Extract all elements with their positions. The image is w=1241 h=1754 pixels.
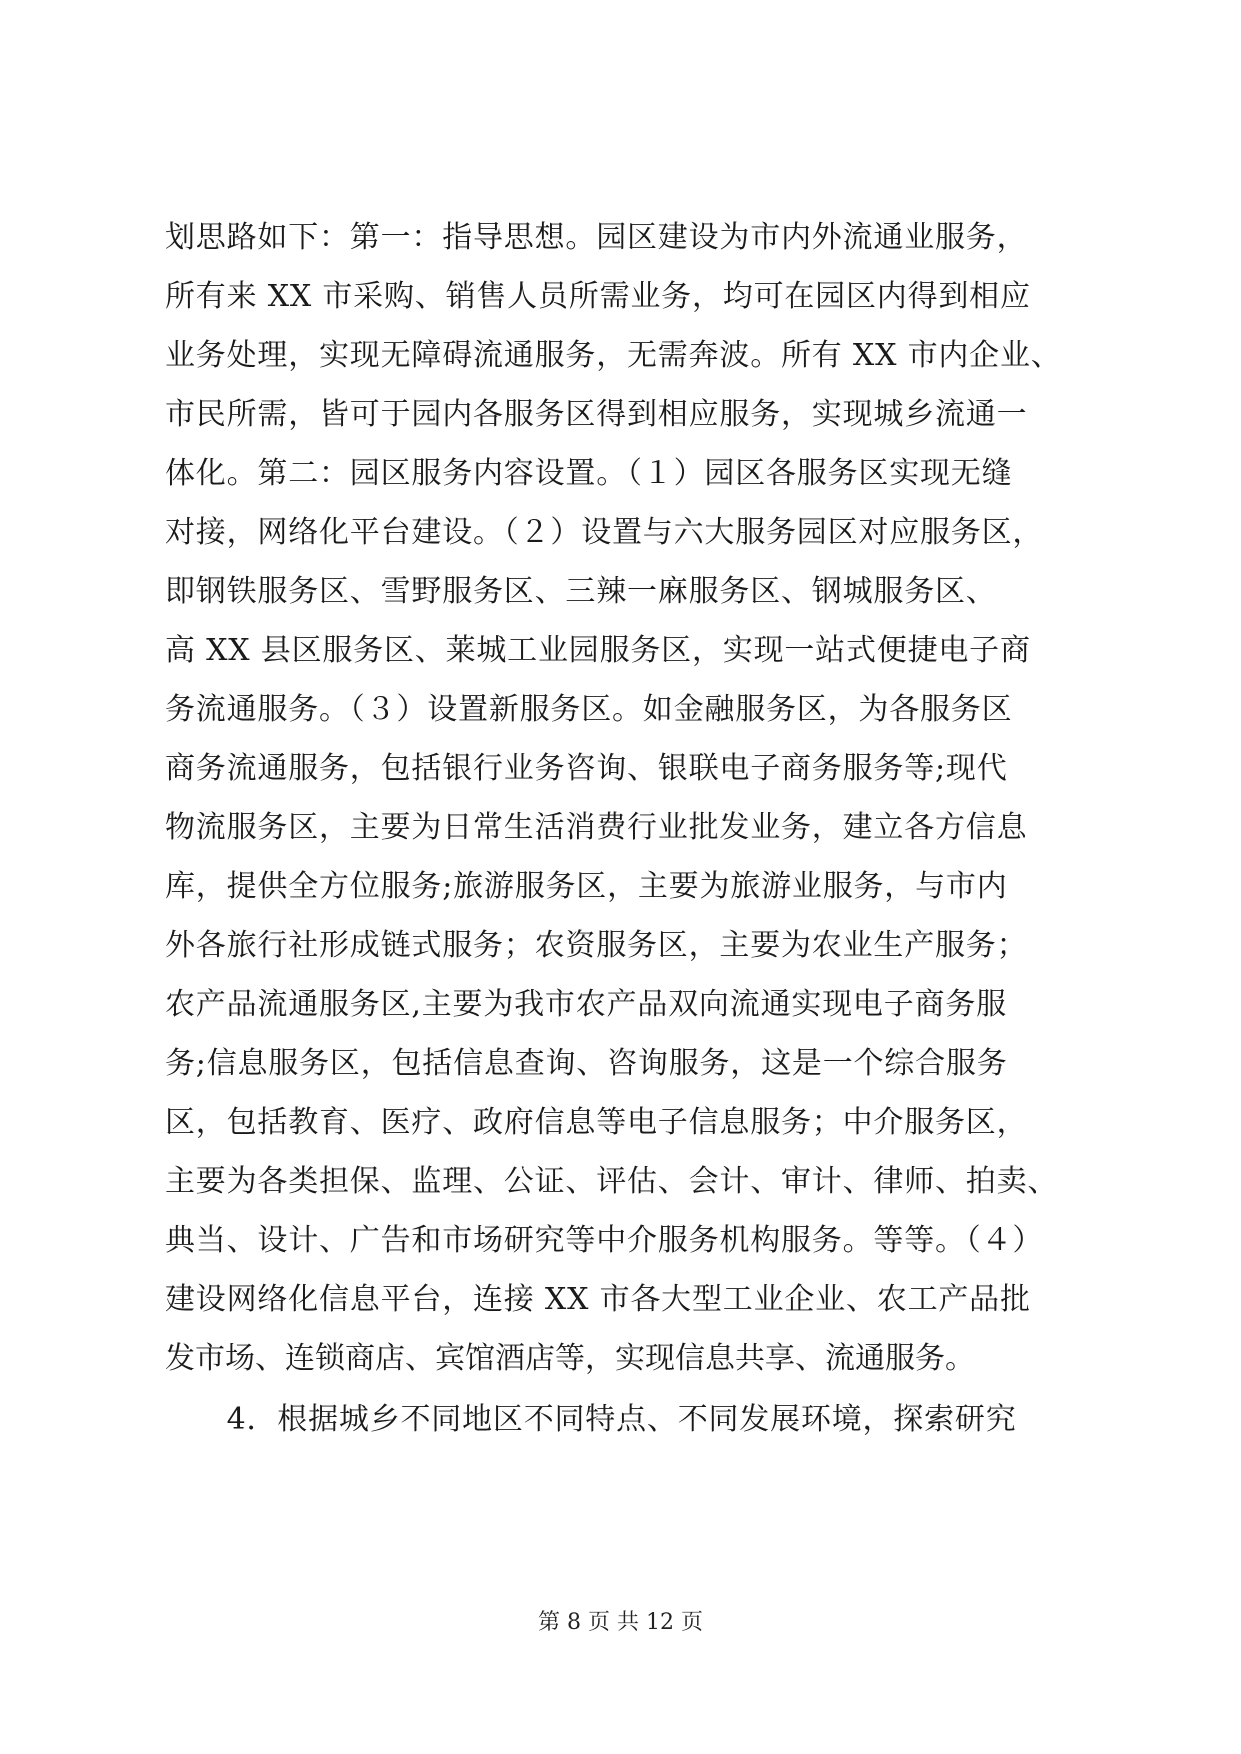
text-line: 所有来 XX 市采购、销售人员所需业务，均可在园区内得到相应	[165, 279, 1031, 314]
text-line: 农产品流通服务区,主要为我市农产品双向流通实现电子商务服	[165, 987, 1007, 1022]
text-line: 对接，网络化平台建设。（２）设置与六大服务园区对应服务区，	[165, 515, 1044, 550]
text-line: 物流服务区，主要为日常生活消费行业批发业务，建立各方信息	[165, 810, 1028, 845]
text-line: 即钢铁服务区、雪野服务区、三辣一麻服务区、钢城服务区、	[165, 574, 997, 609]
text-line: 业务处理，实现无障碍流通服务，无需奔波。所有 XX 市内企业、	[165, 338, 1062, 373]
text-line: 发市场、连锁商店、宾馆酒店等，实现信息共享、流通服务。	[165, 1341, 975, 1376]
text-line: 区，包括教育、医疗、政府信息等电子信息服务；中介服务区，	[165, 1105, 1028, 1140]
text-line: 务流通服务。（３）设置新服务区。如金融服务区，为各服务区	[165, 692, 1013, 727]
text-line: 体化。第二：园区服务内容设置。（１）园区各服务区实现无缝	[165, 456, 1013, 491]
text-line: 划思路如下：第一：指导思想。园区建设为市内外流通业服务，	[165, 220, 1028, 255]
paragraph-start	[165, 1390, 1085, 1449]
page-footer: 第 8 页 共 12 页	[538, 1610, 703, 1635]
text-line: 外各旅行社形成链式服务；农资服务区，主要为农业生产服务；	[165, 928, 1028, 963]
text-line: 市民所需，皆可于园内各服务区得到相应服务，实现城乡流通一	[165, 397, 1028, 432]
text-line: 建设网络化信息平台，连接 XX 市各大型工业企业、农工产品批	[165, 1282, 1031, 1317]
text-line: 主要为各类担保、监理、公证、评估、会计、审计、律师、拍卖、	[165, 1164, 1059, 1199]
paragraph-text: 4．根据城乡不同地区不同特点、不同发展环境，探索研究	[226, 1402, 1017, 1437]
text-line: 高 XX 县区服务区、莱城工业园服务区，实现一站式便捷电子商	[165, 633, 1031, 668]
body-text	[165, 208, 1085, 1449]
text-line: 务;信息服务区，包括信息查询、咨询服务，这是一个综合服务	[165, 1046, 1008, 1081]
text-line: 库，提供全方位服务;旅游服务区，主要为旅游业服务，与市内	[165, 869, 1008, 904]
text-line: 典当、设计、广告和市场研究等中介服务机构服务。等等。（４）	[165, 1223, 1044, 1258]
text-line: 商务流通服务，包括银行业务咨询、银联电子商务服务等;现代	[165, 751, 1008, 786]
